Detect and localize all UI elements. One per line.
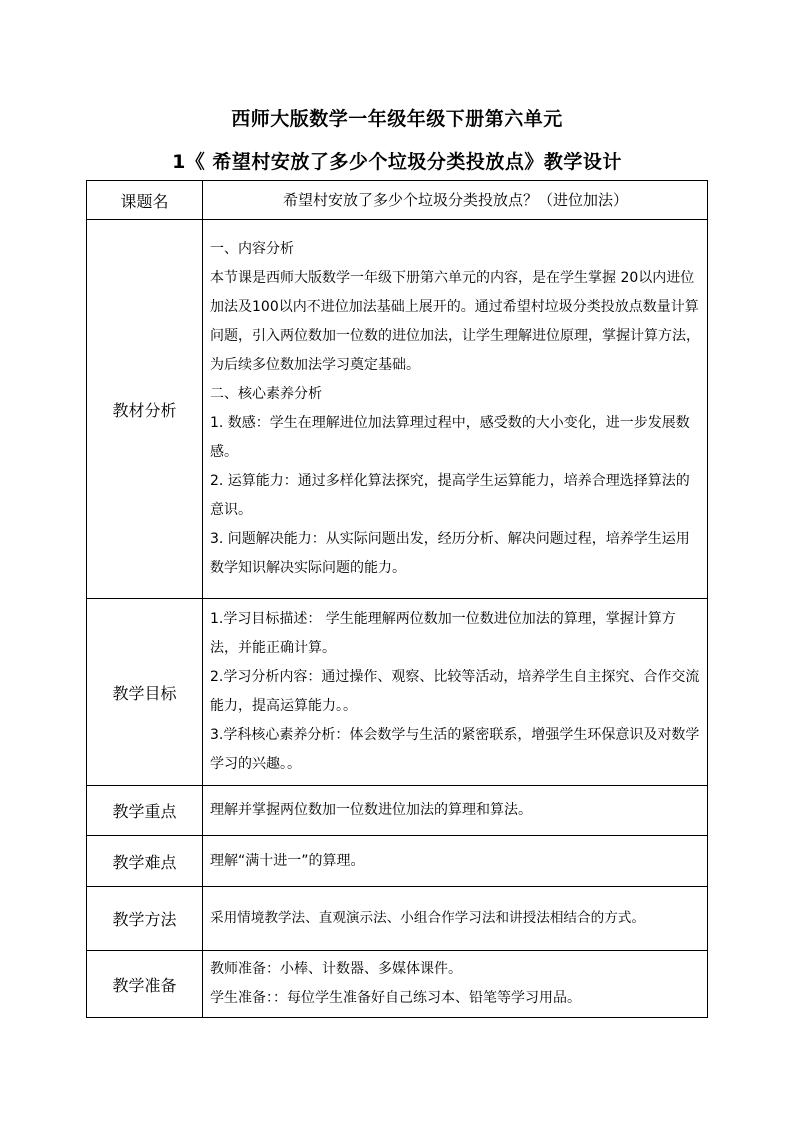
difficulties-value: 理解“满十进一”的算理。 <box>203 836 708 887</box>
document-title: 西师大版数学一年级年级下册第六单元 <box>231 108 563 130</box>
student-preparation-text: 学生准备：：每位学生准备好自己练习本、铅笔等学习用品。 <box>210 990 581 1006</box>
label-material-analysis: 教材分析 <box>87 220 203 599</box>
goal-description-text: 1.学习目标描述： 学生能理解两位数加一位数进位加法的算理，掌握计算方法，并能正确计算。 <box>210 611 676 656</box>
table-row-methods <box>87 887 708 951</box>
calculation-ability-text: 2. 运算能力：通过多样化算法探究，提高学生运算能力，培养合理选择算法的意识。 <box>210 473 690 518</box>
label-teaching-goals: 教学目标 <box>87 599 203 786</box>
key-points-value: 理解并掌握两位数加一位数进位加法的算理和算法。 <box>203 786 708 836</box>
label-methods: 教学方法 <box>87 887 203 951</box>
table-row-topic <box>87 181 708 220</box>
lesson-plan-table <box>86 180 708 1018</box>
label-key-points: 教学重点 <box>87 786 203 836</box>
table-row-material <box>87 220 708 599</box>
table-row-key-points <box>87 786 708 836</box>
teacher-preparation-text: 教师准备：小棒、计数器、多媒体课件。 <box>210 961 462 977</box>
table-row-difficulties <box>87 836 708 887</box>
topic-value: 希望村安放了多少个垃圾分类投放点？（进位加法） <box>203 181 708 220</box>
teaching-goals-content <box>203 599 708 786</box>
content-analysis-text: 本节课是西师大版数学一年级下册第六单元的内容，是在学生掌握 20以内进位加法及100以内不进位加法基础上展开的。通过希望村垃圾分类投放点数量计算问题，引入两位数加一位数的进位加法，让学生理解进位原理，掌握计算方法，为后续多位数加法学习奠定基础。 <box>210 270 700 373</box>
label-difficulties: 教学难点 <box>87 836 203 887</box>
label-preparation: 教学准备 <box>87 951 203 1018</box>
table-row-preparation <box>87 951 708 1018</box>
content-analysis-heading: 一、内容分析 <box>210 241 294 257</box>
label-topic: 课题名 <box>87 181 203 220</box>
preparation-content <box>203 951 708 1018</box>
number-sense-text: 1. 数感：学生在理解进位加法算理过程中，感受数的大小变化，进一步发展数感。 <box>210 415 690 460</box>
core-literacy-heading: 二、核心素养分析 <box>210 386 322 402</box>
goal-literacy-text: 3.学科核心素养分析：体会数学与生活的紧密联系，增强学生环保意识及对数学学习的兴趣。。 <box>210 727 700 772</box>
document-subtitle: 1《 希望村安放了多少个垃圾分类投放点》教学设计 <box>172 151 622 173</box>
methods-value <box>203 887 708 951</box>
goal-analysis-text: 2.学习分析内容：通过操作、观察、比较等活动，培养学生自主探究、合作交流能力，提高运算能力。。 <box>210 669 700 714</box>
table-row-goals <box>87 599 708 786</box>
problem-solving-text: 3. 问题解决能力：从实际问题出发，经历分析、解决问题过程，培养学生运用数学知识解决实际问题的能力。 <box>210 531 690 576</box>
material-analysis-content <box>203 220 708 599</box>
methods-text: 采用情境教学法、直观演示法、小组合作学习法和讲授法相结合的方式。 <box>210 910 645 926</box>
